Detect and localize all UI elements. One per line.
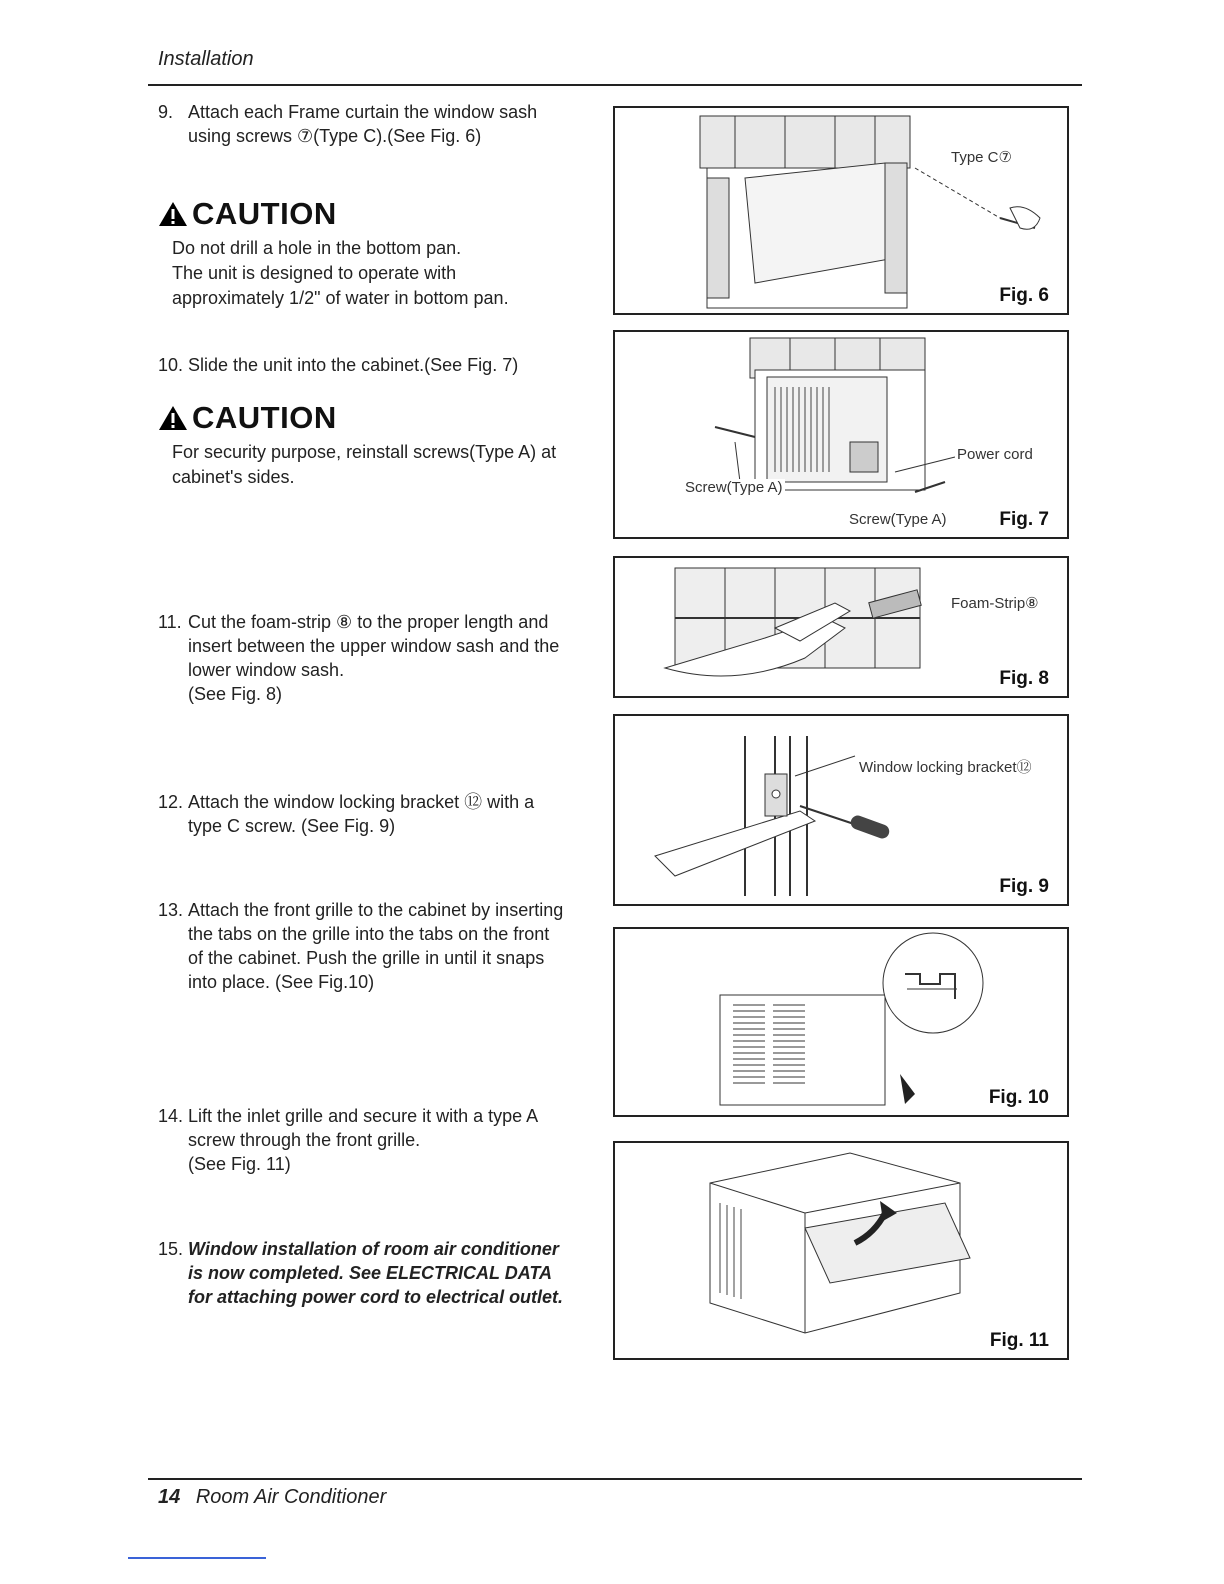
caution-title: CAUTION <box>192 196 337 231</box>
step-14 <box>158 1104 598 1176</box>
step-text: Attach each Frame curtain the window sash <box>188 102 538 122</box>
figure-8 <box>613 556 1069 698</box>
section-title: Installation <box>158 48 254 70</box>
step-13 <box>158 898 598 994</box>
callout-label: Foam-Strip⑧ <box>951 595 1039 612</box>
callout-label: Power cord <box>957 446 1033 463</box>
step-text: Attach the window locking bracket ⑫ with a <box>188 792 535 812</box>
figure-label: Fig. 10 <box>988 1087 1049 1108</box>
figure-label: Fig. 7 <box>999 509 1049 530</box>
step-text: is now completed. See ELECTRICAL DATA <box>188 1263 553 1283</box>
caution-title: CAUTION <box>192 400 337 435</box>
page-footer <box>158 1486 386 1509</box>
callout-label: Window locking bracket⑫ <box>857 756 1034 777</box>
figure-10 <box>613 927 1069 1117</box>
step-number: 15. <box>158 1239 184 1259</box>
step-text: insert between the upper window sash and the <box>188 636 560 656</box>
caution-text: The unit is designed to operate with <box>172 263 457 283</box>
step-9 <box>158 100 598 148</box>
figure-label: Fig. 8 <box>999 668 1049 689</box>
figure-label: Fig. 11 <box>989 1330 1049 1351</box>
step-number: 14. <box>158 1106 184 1126</box>
warning-triangle-icon <box>158 201 188 227</box>
caution-text: Do not drill a hole in the bottom pan. <box>172 238 462 258</box>
step-text: of the cabinet. Push the grille in until it snaps <box>188 948 545 968</box>
step-text: type C screw. (See Fig. 9) <box>188 816 396 836</box>
figure-11 <box>613 1141 1069 1360</box>
page-number: 14 <box>158 1486 181 1508</box>
warning-triangle-icon <box>158 405 188 431</box>
step-text: Slide the unit into the cabinet.(See Fig. 7) <box>188 355 519 375</box>
callout-label: Screw(Type A) <box>685 479 783 496</box>
callout-label: Type C⑦ <box>951 149 1012 166</box>
step-number: 13. <box>158 900 184 920</box>
footer-rule <box>148 1478 1082 1480</box>
caution-block-2 <box>158 400 598 490</box>
step-number: 10. <box>158 355 184 375</box>
step-number: 9. <box>158 102 174 122</box>
step-text: for attaching power cord to electrical outlet. <box>188 1287 564 1307</box>
caution-text: approximately 1/2" of water in bottom pan. <box>172 288 509 308</box>
step-11 <box>158 610 598 706</box>
figure-7 <box>613 330 1069 539</box>
figure-6 <box>613 106 1069 315</box>
step-text: Lift the inlet grille and secure it with a type A <box>188 1106 539 1126</box>
caution-text: For security purpose, reinstall screws(Type A) at <box>172 442 557 462</box>
step-text: screw through the front grille. <box>188 1130 421 1150</box>
step-text: (See Fig. 8) <box>188 684 283 704</box>
step-text: Window installation of room air conditioner <box>188 1239 559 1259</box>
caution-text: cabinet's sides. <box>172 467 295 487</box>
footer-title: Room Air Conditioner <box>195 1486 387 1508</box>
step-text: into place. (See Fig.10) <box>188 972 375 992</box>
step-text: Attach the front grille to the cabinet by inserting <box>188 900 564 920</box>
step-text: Cut the foam-strip ⑧ to the proper length and <box>188 612 549 632</box>
step-text: using screws ⑦(Type C).(See Fig. 6) <box>188 126 482 146</box>
step-10 <box>158 353 598 377</box>
figure-label: Fig. 6 <box>999 285 1049 306</box>
step-12 <box>158 790 598 838</box>
header-rule <box>148 84 1082 86</box>
step-number: 12. <box>158 792 184 812</box>
step-15 <box>158 1237 598 1309</box>
step-text: the tabs on the grille into the tabs on the front <box>188 924 550 944</box>
link-underline[interactable] <box>128 1557 266 1559</box>
step-text: (See Fig. 11) <box>188 1154 291 1174</box>
step-text: lower window sash. <box>188 660 345 680</box>
step-number: 11. <box>158 612 182 632</box>
figure-9 <box>613 714 1069 906</box>
caution-block-1 <box>158 196 598 311</box>
callout-label: Screw(Type A) <box>849 511 947 528</box>
figure-label: Fig. 9 <box>999 876 1049 897</box>
